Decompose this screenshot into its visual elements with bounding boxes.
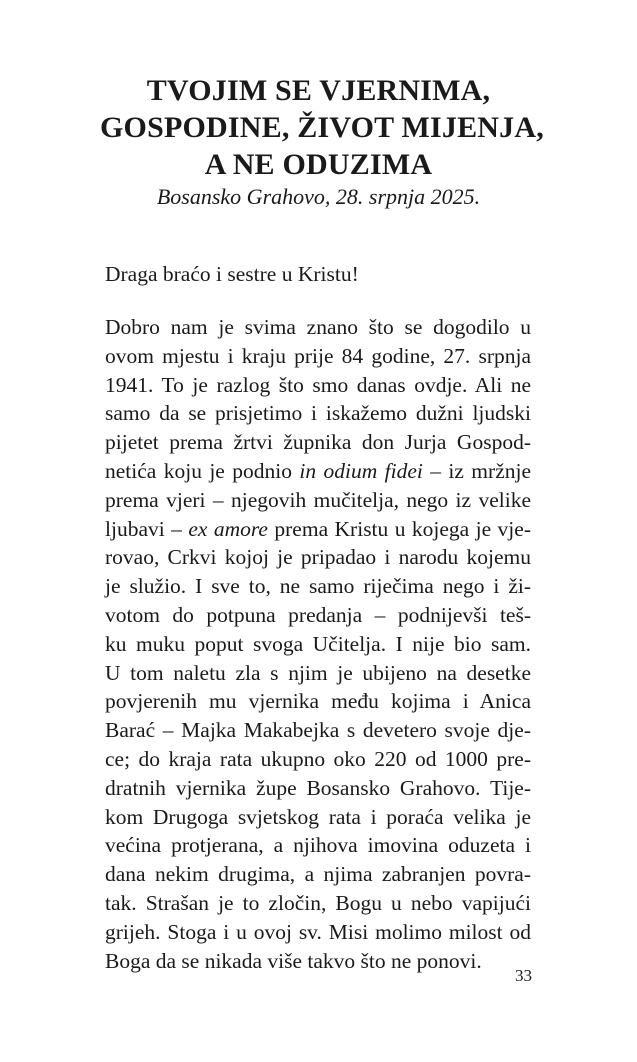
paragraph-line xyxy=(105,543,531,572)
text-run: kom Drugoga svjetskog rata i poraća velika je xyxy=(105,804,531,829)
paragraph-line xyxy=(105,889,531,918)
paragraph-line xyxy=(105,572,531,601)
paragraph-line xyxy=(105,803,531,832)
text-run: netića koju je podnio xyxy=(105,458,300,483)
text-run: ljubavi – xyxy=(105,516,189,541)
text-run: ku muku poput svoga Učitelja. I nije bio sam. xyxy=(105,631,531,656)
text-run: votom do potpuna predanja – podnijevši teš- xyxy=(105,602,531,627)
latin-phrase: in odium fidei xyxy=(299,458,423,483)
paragraph-line xyxy=(105,947,531,976)
text-run: Dobro nam je svima znano što se dogodilo u xyxy=(105,315,531,339)
latin-phrase: ex amore xyxy=(188,516,268,541)
text-run: rovao, Crkvi kojoj je pripadao i narodu kojemu xyxy=(105,545,531,570)
text-run: prema vjeri – njegovih mučitelja, nego iz velike xyxy=(105,487,531,512)
paragraph-line xyxy=(105,399,531,428)
paragraph-line xyxy=(105,515,531,544)
text-run: 1941. To je razlog što smo danas ovdje. Ali ne xyxy=(105,372,531,397)
text-run: Boga da se nikada više takvo što ne ponovi. xyxy=(105,948,482,973)
paragraph-line xyxy=(105,371,531,400)
paragraph-line xyxy=(105,860,531,889)
text-run: grijeh. Stoga i u ovoj sv. Misi molimo milost od xyxy=(105,919,531,944)
paragraph-line xyxy=(105,774,531,803)
paragraph-line xyxy=(105,630,531,659)
text-run: dana nekim drugima, a njima zabranjen povra- xyxy=(105,862,531,887)
paragraph-line xyxy=(105,486,531,515)
paragraph-line xyxy=(105,342,531,371)
body-paragraph xyxy=(105,313,531,975)
place-date-subtitle: Bosansko Grahovo, 28. srpnja 2025. xyxy=(156,184,481,209)
text-run: ce; do kraja rata ukupno oko 220 od 1000 pre- xyxy=(105,746,531,771)
text-run: dratnih vjernika župe Bosansko Grahovo. Tije- xyxy=(105,775,531,800)
paragraph-line xyxy=(105,687,531,716)
page-title xyxy=(100,72,544,183)
page-number: 33 xyxy=(515,966,532,985)
text-run: Barać – Majka Makabejka s devetero svoje dje- xyxy=(105,718,531,743)
paragraph-line xyxy=(105,918,531,947)
text-run: U tom naletu zla s njim je ubijeno na desetke xyxy=(105,660,531,685)
text-run: povjerenih mu vjernika među kojima i Anica xyxy=(105,689,531,714)
paragraph-line xyxy=(105,428,531,457)
paragraph-line xyxy=(105,313,531,342)
text-run: samo da se prisjetimo i iskažemo dužni ljudski xyxy=(105,401,531,426)
paragraph-line xyxy=(105,659,531,688)
text-run: ovom mjestu i kraju prije 84 godine, 27. srpnja xyxy=(105,343,531,368)
paragraph-line xyxy=(105,457,531,486)
text-run: – iz mržnje xyxy=(422,458,531,483)
title-line-3: A NE ODUZIMA xyxy=(204,148,433,181)
greeting: Draga braćo i sestre u Kristu! xyxy=(105,262,359,286)
text-run: prema Kristu u kojega je vje- xyxy=(267,516,531,541)
title-line-1: TVOJIM SE VJERNIMA, xyxy=(146,74,491,107)
text-run: većina protjerana, a njihova imovina oduzeta i xyxy=(105,833,531,858)
text-run: pijetet prema žrtvi župnika don Jurja Gospod- xyxy=(105,430,531,455)
text-run: tak. Strašan je to zločin, Bogu u nebo vapijući xyxy=(105,890,531,915)
paragraph-line xyxy=(105,716,531,745)
paragraph-line xyxy=(105,745,531,774)
paragraph-line xyxy=(105,831,531,860)
text-run: je služio. I sve to, ne samo riječima nego i ži- xyxy=(105,574,531,599)
paragraph-line xyxy=(105,601,531,630)
title-line-2: GOSPODINE, ŽIVOT MIJENJA, xyxy=(100,111,544,144)
